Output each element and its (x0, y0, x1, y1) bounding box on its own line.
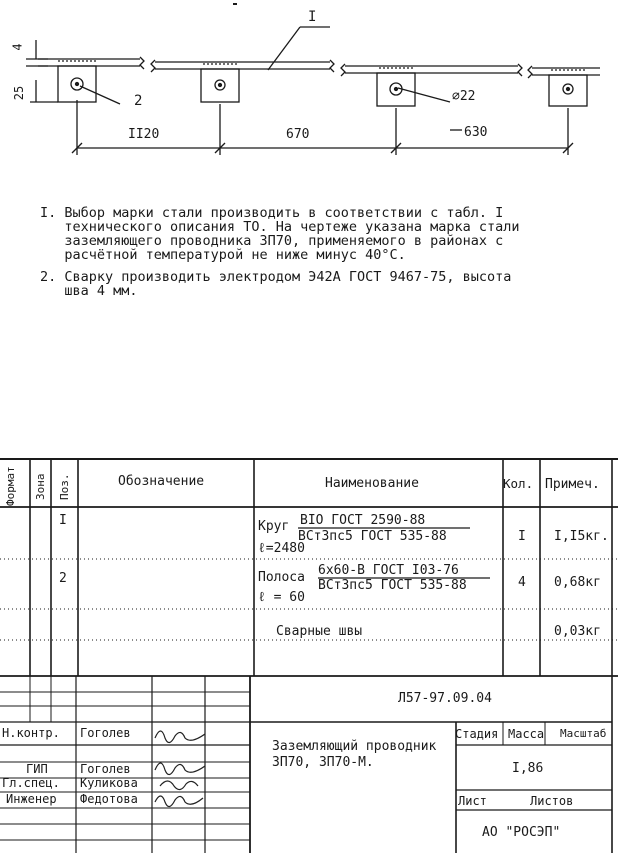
name-3: Куликова (80, 776, 138, 790)
signature-2 (155, 763, 205, 775)
row-1-name-denominator: ВСт3пс5 ГОСТ 535-88 (298, 529, 447, 544)
header-format: Формат (4, 466, 17, 506)
note-1-line-1: I. Выбор марки стали производить в соответствии с табл. I (40, 205, 504, 221)
header-zone: Зона (34, 473, 47, 500)
row-2-name-numerator: 6x60-В ГОСТ I03-76 (318, 563, 459, 578)
name-2: Гоголев (80, 762, 131, 776)
company-name: АО "РОСЭП" (482, 825, 561, 840)
note-2-line-2: шва 4 мм. (40, 283, 138, 299)
title-line-1: Заземляющий проводник (272, 739, 437, 754)
row-1-note: I,I5кг. (554, 529, 609, 544)
note-2-line-1: 2. Сварку производить электродом Э42А ГОСТ 9467-75, высота (40, 269, 512, 285)
mass-value: I,86 (512, 761, 544, 776)
row-3-note: 0,03кг (554, 624, 601, 639)
role-gip: ГИП (26, 762, 48, 776)
title-line-2: ЗП70, ЗП70-М. (272, 755, 374, 770)
role-gl-spec: Гл.спец. (2, 776, 60, 790)
name-1: Гоголев (80, 726, 131, 740)
header-designation: Обозначение (118, 474, 205, 489)
note-1-line-3: заземляющего проводника ЗП70, применяемого в районах с (40, 233, 504, 249)
mass-label: Масса (508, 727, 545, 741)
row-1-name-prefix: Круг (258, 519, 290, 534)
row-2-length: ℓ = 60 (258, 590, 305, 605)
signature-3 (160, 781, 198, 790)
row-2-pos: 2 (59, 571, 67, 586)
dim-4-label: 4 (10, 43, 25, 51)
doc-number: Л57-97.09.04 (398, 691, 492, 706)
header-name: Наименование (325, 476, 419, 491)
row-2-note: 0,68кг (554, 575, 601, 590)
sheet-label: Лист (458, 794, 487, 808)
dim-1120-label: II20 (128, 127, 160, 142)
scale-label: Масштаб (560, 727, 607, 740)
row-3-name: Сварные швы (276, 624, 363, 639)
row-2-name-denominator: ВСт3пс5 ГОСТ 535-88 (318, 578, 467, 593)
role-engineer: Инженер (6, 792, 57, 806)
dim-630-label: 630 (464, 125, 488, 140)
header-pos: Поз. (58, 473, 71, 500)
label-pos-2: 2 (134, 93, 143, 109)
label-hole-diameter: ∅22 (452, 89, 476, 104)
note-1-line-4: расчётной температурой не ниже минус 40°С. (40, 247, 406, 263)
row-1-name-numerator: BIO ГОСТ 2590-88 (300, 513, 426, 528)
name-4: Федотова (80, 792, 138, 806)
signature-1 (155, 731, 205, 743)
header-qty: Кол. (503, 476, 534, 491)
row-1-qty: I (518, 529, 526, 544)
row-1-length: ℓ=2480 (258, 541, 305, 556)
dim-670-label: 670 (286, 127, 310, 142)
signature-4 (155, 796, 203, 807)
header-note: Примеч. (545, 477, 600, 492)
row-2-name-prefix: Полоса (258, 570, 305, 585)
note-1-line-2: технического описания ТО. На чертеже указана марка стали (40, 219, 520, 235)
stage-label: Стадия (455, 727, 499, 741)
row-1-pos: I (59, 513, 67, 528)
row-2-qty: 4 (518, 575, 526, 590)
sheets-label: Листов (530, 794, 574, 808)
label-strip: I (308, 9, 317, 25)
dim-25-label: 25 (12, 85, 27, 101)
role-n-kontr: Н.контр. (2, 726, 60, 740)
